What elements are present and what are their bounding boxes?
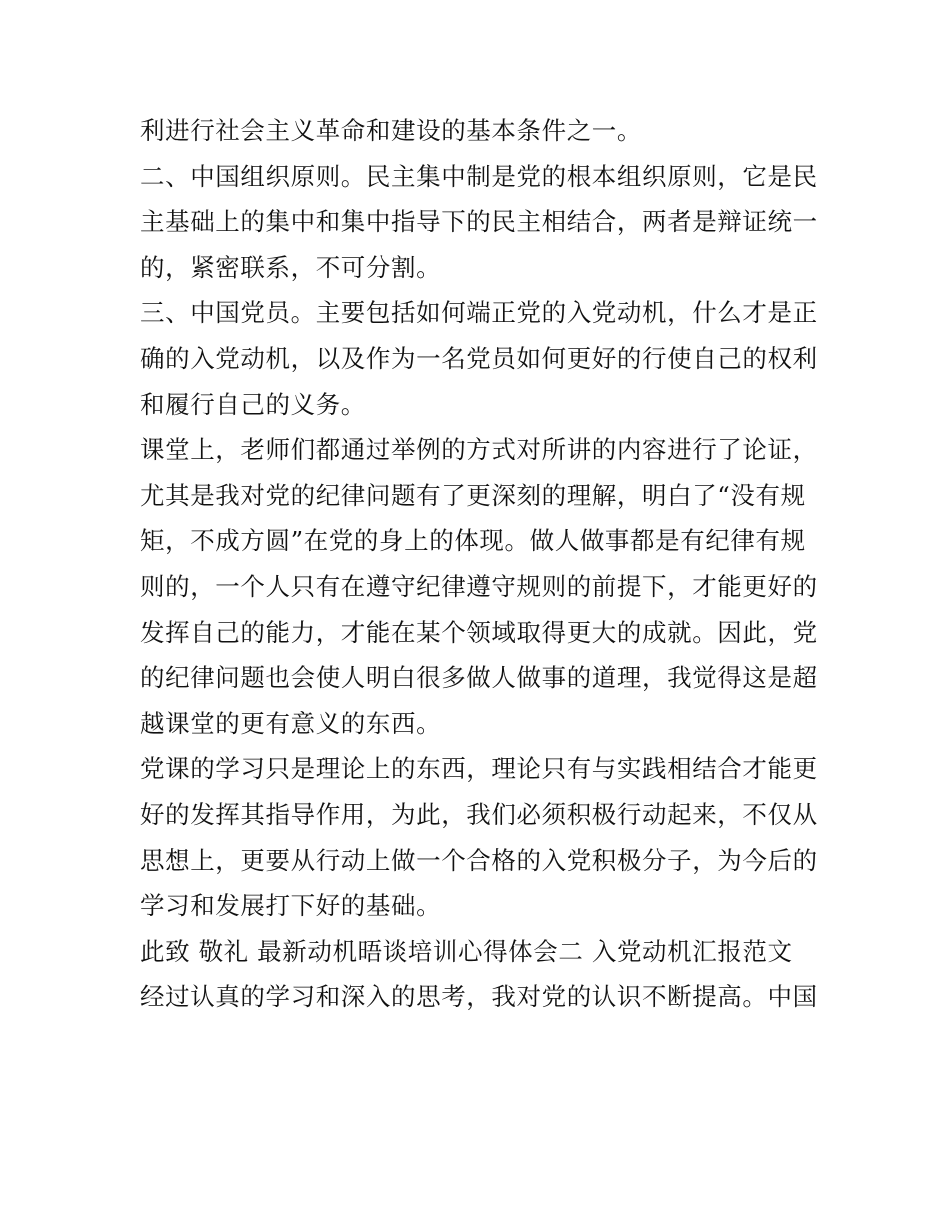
text-line: 课堂上，老师们都通过举例的方式对所讲的内容进行了论证，	[140, 435, 818, 465]
text-line: 经过认真的学习和深入的思考，我对党的认识不断提高。中国	[140, 982, 818, 1012]
text-line: 矩，不成方圆”在党的身上的体现。做人做事都是有纪律有规	[140, 526, 806, 556]
text-line: 主基础上的集中和集中指导下的民主相结合，两者是辩证统一	[140, 207, 818, 237]
text-line: 的，紧密联系，不可分割。	[140, 252, 442, 282]
text-line: 党课的学习只是理论上的东西，理论只有与实践相结合才能更	[140, 754, 818, 784]
text-line: 则的，一个人只有在遵守纪律遵守规则的前提下，才能更好的	[140, 571, 818, 601]
text-line: 确的入党动机，以及作为一名党员如何更好的行使自己的权利	[140, 343, 818, 373]
text-line: 的纪律问题也会使人明白很多做人做事的道理，我觉得这是超	[140, 663, 818, 693]
text-line: 好的发挥其指导作用，为此，我们必须积极行动起来，不仅从	[140, 799, 818, 829]
text-line: 发挥自己的能力，才能在某个领域取得更大的成就。因此，党	[140, 617, 818, 647]
text-line: 和履行自己的义务。	[140, 389, 366, 419]
text-line: 越课堂的更有意义的东西。	[140, 708, 442, 738]
text-line: 利进行社会主义革命和建设的基本条件之一。	[140, 116, 642, 145]
text-line: 尤其是我对党的纪律问题有了更深刻的理解，明白了“没有规	[140, 480, 806, 510]
document-body	[140, 108, 818, 1020]
text-line: 此致 敬礼 最新动机晤谈培训心得体会二 入党动机汇报范文	[140, 936, 793, 966]
text-line: 思想上，更要从行动上做一个合格的入党积极分子，为今后的	[140, 845, 818, 875]
text-line: 二、中国组织原则。民主集中制是党的根本组织原则，它是民	[140, 161, 818, 191]
text-line: 三、中国党员。主要包括如何端正党的入党动机，什么才是正	[140, 298, 818, 328]
text-line: 学习和发展打下好的基础。	[140, 891, 442, 921]
